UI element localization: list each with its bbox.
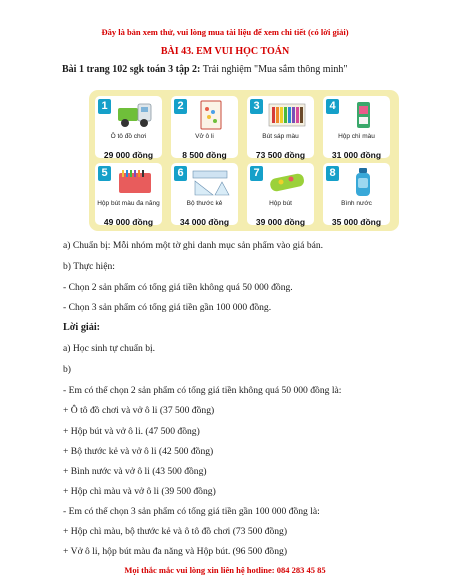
product-card — [323, 96, 390, 158]
text-line: + Bình nước và vở ô li (43 500 đồng) — [63, 466, 207, 477]
product-number: 1 — [98, 99, 111, 114]
product-price: 8 500 đồng — [182, 150, 227, 160]
text-line: + Hộp chì màu, bộ thước kẻ và ô tô đồ chơi (73 500 đồng) — [63, 526, 288, 537]
product-number: 6 — [174, 166, 187, 181]
product-name: Hộp bút màu đa năng — [97, 200, 160, 207]
water-bottle-icon — [343, 167, 383, 197]
text-line: - Em có thể chọn 3 sản phẩm có tổng giá tiền gần 100 000 đồng là: — [63, 506, 320, 517]
product-number: 8 — [326, 166, 339, 181]
product-name: Hộp chì màu — [338, 133, 375, 140]
product-price: 34 000 đồng — [179, 217, 230, 227]
toy-truck-icon — [115, 100, 155, 130]
text-line: + Ô tô đồ chơi và vở ô li (37 500 đồng) — [63, 405, 215, 416]
product-price: 39 000 đồng — [255, 217, 306, 227]
text-line: + Hộp bút và vở ô li. (47 500 đồng) — [63, 426, 200, 437]
product-price: 35 000 đồng — [331, 217, 382, 227]
product-number: 3 — [250, 99, 263, 114]
exercise-label: Bài 1 trang 102 sgk toán 3 tập 2: — [62, 64, 201, 75]
product-number: 5 — [98, 166, 111, 181]
product-card — [247, 163, 314, 225]
text-line: b) — [63, 364, 71, 375]
product-price: 73 500 đồng — [255, 150, 306, 160]
product-name: Bộ thước kẻ — [186, 200, 223, 207]
product-card — [171, 96, 238, 158]
product-card — [247, 96, 314, 158]
text-line: - Em có thể chọn 2 sản phẩm có tổng giá tiền không quá 50 000 đồng là: — [63, 385, 342, 396]
crayons-icon — [267, 100, 307, 130]
marker-box-icon — [115, 167, 155, 197]
product-name: Hộp bút — [269, 200, 292, 207]
product-card — [171, 163, 238, 225]
product-name: Bình nước — [341, 200, 372, 207]
product-name: Bút sáp màu — [262, 133, 299, 140]
product-card — [323, 163, 390, 225]
product-price: 29 000 đồng — [103, 150, 154, 160]
text-line: + Vở ô li, hộp bút màu đa năng và Hộp bút. (96 500 đồng) — [63, 546, 288, 557]
product-panel — [89, 90, 399, 231]
hotline-banner: Mọi thắc mắc vui lòng xin liên hệ hotline: 084 283 45 85 — [124, 565, 326, 575]
product-card — [95, 96, 162, 158]
text-line: a) Chuẩn bị: Mỗi nhóm một tờ ghi danh mục sản phẩm vào giá bán. — [63, 240, 324, 251]
ruler-set-icon — [191, 167, 231, 197]
exercise-title: Trải nghiệm "Mua sắm thông minh" — [202, 64, 348, 75]
text-line: a) Học sinh tự chuẩn bị. — [63, 343, 156, 354]
product-price: 49 000 đồng — [103, 217, 154, 227]
pen-box-icon — [267, 167, 307, 197]
text-line: + Hộp chì màu và vở ô li (39 500 đồng) — [63, 486, 216, 497]
exercise-heading — [62, 64, 347, 75]
product-price: 31 000 đồng — [331, 150, 382, 160]
text-line: - Chọn 3 sản phẩm có tổng giá tiền gần 100 000 đồng. — [63, 302, 272, 313]
product-number: 4 — [326, 99, 339, 114]
text-line: - Chọn 2 sản phẩm có tổng giá tiền không quá 50 000 đồng. — [63, 282, 293, 293]
product-number: 7 — [250, 166, 263, 181]
product-number: 2 — [174, 99, 187, 114]
text-line: b) Thực hiện: — [63, 261, 115, 272]
product-name: Ô tô đồ chơi — [110, 133, 147, 140]
notebook-icon — [191, 100, 231, 130]
product-name: Vở ô li — [195, 133, 214, 140]
pencil-case-icon — [343, 100, 383, 130]
product-card — [95, 163, 162, 225]
lesson-title: BÀI 43. EM VUI HỌC TOÁN — [160, 46, 290, 57]
solution-heading: Lời giải: — [63, 322, 101, 333]
text-line: + Bộ thước kẻ và vở ô li (42 500 đồng) — [63, 446, 214, 457]
preview-notice-banner: Đây là bản xem thử, vui lòng mua tài liệu để xem chi tiết (có lời giải) — [101, 27, 349, 37]
